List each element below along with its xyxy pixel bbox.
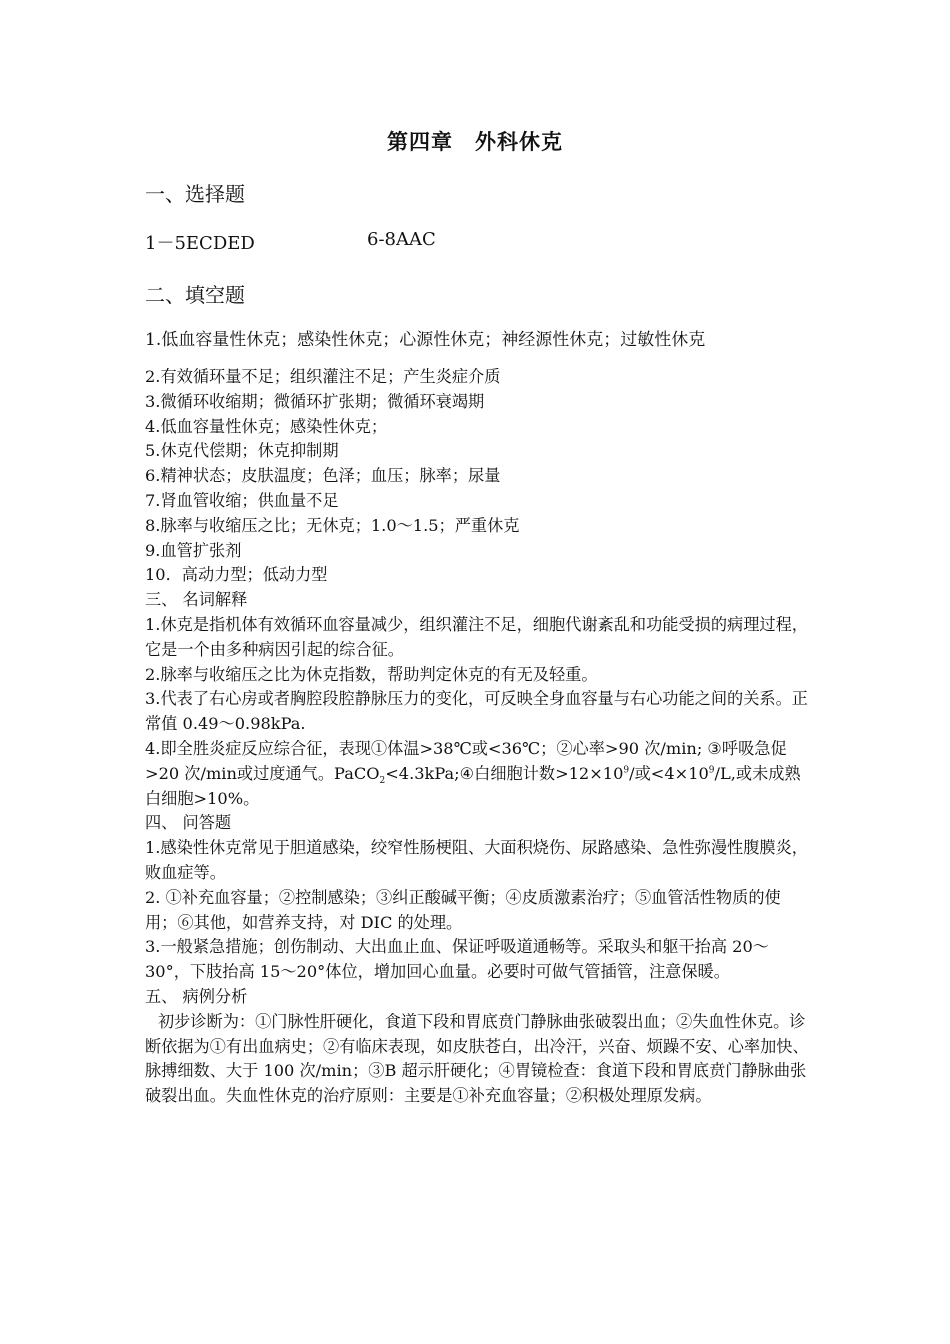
case-analysis-text: 初步诊断为：①门脉性肝硬化，食道下段和胃底贲门静脉曲张破裂出血；②失血性休克。诊断依据为①有出血病史；②有临床表现，如皮肤苍白，出冷汗，兴奋、烦躁不安、心率加快、脉搏细数、大于 100 次/min；③B 超示肝硬化；④胃镜检查：食道下段和胃底贲门静脉曲张破裂出血。失血性休克的治疗原则：主要是①补充血容量；②积极处理原发病。 (145, 1011, 809, 1106)
term-item: 1.休克是指机体有效循环血容量减少，组织灌注不足，细胞代谢紊乱和功能受损的病理过程，它是一个由多种病因引起的综合征。 (145, 614, 808, 659)
qa-item: 3.一般紧急措施；创伤制动、大出血止血、保证呼吸道通畅等。采取头和躯干抬高 20～30°，下肢抬高 15～20°体位，增加回心血量。必要时可做气管插管，注意保暖。 (145, 937, 769, 982)
section-heading-case: 五、 病例分析 (145, 986, 248, 1006)
qa-item: 1.感染性休克常见于胆道感染，绞窄性肠梗阻、大面积烧伤、尿路感染、急性弥漫性腹膜炎，败血症等。 (145, 838, 808, 882)
fill-item: 7.肾血管收缩；供血量不足 (145, 490, 339, 510)
fill-item: 8.脉率与收缩压之比；无休克；1.0～1.5；严重休克 (145, 515, 520, 535)
chapter-title (0, 126, 950, 156)
term-item: 2.脉率与收缩压之比为休克指数，帮助判定休克的有无及轻重。 (145, 664, 598, 684)
term-item-4: 4.即全胜炎症反应综合征，表现①体温>38℃或<36℃；②心率>90 次/min; ③呼吸急促>20 次/min或过度通气。PaCO$_2$<4.3kPa;④白细胞计数$>12\times 10^9/$或$<4\times 10^9/L$,或未成熟白细胞>10%。 (145, 738, 801, 808)
section-heading-qa: 四、 问答题 (145, 813, 232, 833)
fill-item: 9.血管扩张剂 (145, 540, 242, 560)
qa-item: 2. ①补充血容量；②控制感染；③纠正酸碱平衡；④皮质激素治疗；⑤血管活性物质的使用；⑥其他，如营养支持，对 DIC 的处理。 (145, 887, 781, 932)
chapter-name: 外科休克 (475, 129, 563, 154)
fill-item: 4.低血容量性休克；感染性休克； (145, 416, 388, 436)
fill-item: 2.有效循环量不足；组织灌注不足；产生炎症介质 (145, 367, 501, 386)
answer-group-2: 6-8AAC (367, 229, 436, 250)
answer-group-1: 1－5ECDED (145, 233, 255, 254)
fill-item: 5.休克代偿期；休克抑制期 (145, 441, 339, 461)
fill-item: 3.微循环收缩期；微循环扩张期；微循环衰竭期 (145, 391, 485, 411)
section-heading-fill: 二、填空题 (145, 283, 245, 307)
section-heading-terms: 三、 名词解释 (145, 590, 248, 610)
fill-item: 10．高动力型；低动力型 (145, 565, 328, 585)
chapter-number: 第四章 (387, 129, 453, 154)
term-item: 3.代表了右心房或者胸腔段腔静脉压力的变化，可反映全身血容量与右心功能之间的关系。正常值 0.49～0.98kPa. (145, 689, 808, 734)
section-heading-choice: 一、选择题 (145, 182, 245, 206)
text-body (145, 365, 810, 1109)
fill-item-1: 1.低血容量性休克；感染性休克；心源性休克；神经源性休克；过敏性休克 (145, 330, 706, 350)
fill-item: 6.精神状态；皮肤温度；色泽；血压；脉率；尿量 (145, 466, 501, 486)
